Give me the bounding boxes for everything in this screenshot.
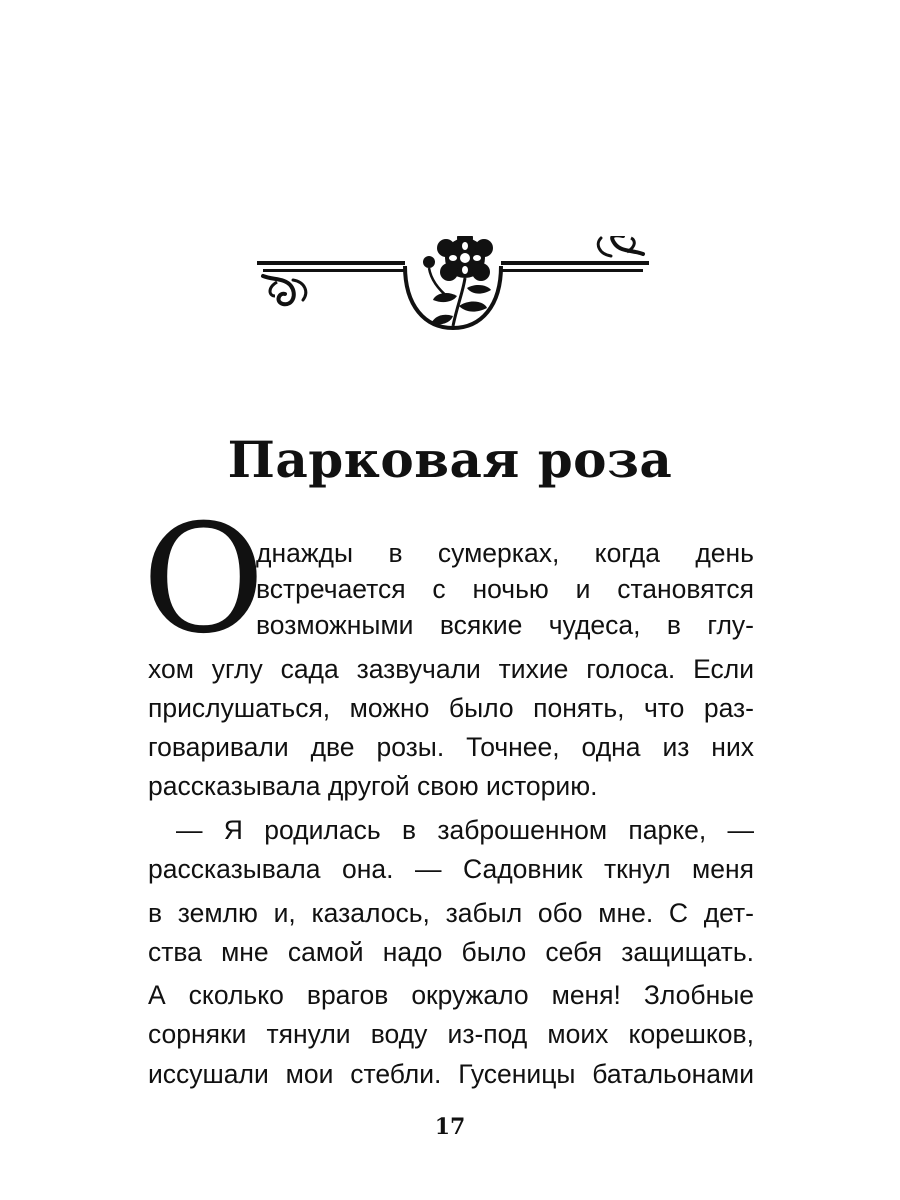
text-line: рассказывала другой свою историю. [148, 771, 598, 801]
text-line: иссушали мои стебли. Гусеницы батальонами [148, 1059, 754, 1089]
text-line: в землю и, казалось, забыл обо мне. С дет- [148, 898, 754, 928]
text-line: говаривали две розы. Точнее, одна из них [148, 732, 754, 762]
rose-vignette-icon [253, 236, 653, 332]
text-line: рассказывала она. — Садовник ткнул меня [148, 854, 754, 884]
text-line: — Я родилась в заброшенном парке, — [176, 815, 754, 845]
text-line: А сколько врагов окружало меня! Злобные [148, 980, 754, 1010]
text-line: днажды в сумерках, когда день [256, 538, 754, 568]
chapter-title: Парковая роза [227, 430, 673, 489]
page-number: 17 [434, 1114, 466, 1140]
text-line: встречается с ночью и становятся [256, 574, 754, 604]
text-line: прислушаться, можно было понять, что раз- [148, 693, 754, 723]
text-line: сорняки тянули воду из-под моих корешков, [148, 1019, 754, 1049]
text-line: возможными всякие чудеса, в глу- [256, 610, 754, 640]
text-line: ства мне самой надо было себя защищать. [148, 937, 754, 967]
drop-cap: О [142, 493, 265, 667]
text-line: хом углу сада зазвучали тихие голоса. Если [148, 654, 754, 684]
